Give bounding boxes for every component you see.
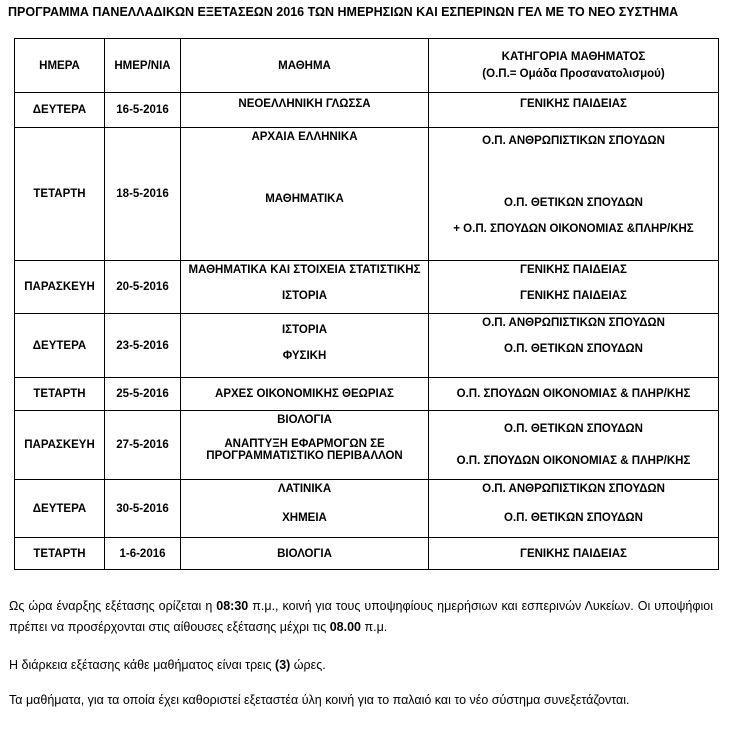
subject-line: ΛΑΤΙΝΙΚΑ [277,483,332,495]
category-line: Ο.Π. ΘΕΤΙΚΩΝ ΣΠΟΥΔΩΝ [504,197,643,209]
subject-line: ΜΑΘΗΜΑΤΙΚΑ [265,193,344,205]
note-text: π.μ. [361,620,388,634]
cell-day: ΠΑΡΑΣΚΕΥΗ [15,261,105,314]
cell-day: ΔΕΥΤΕΡΑ [15,93,105,128]
cell-subject [181,261,429,314]
subject-line: ΑΝΑΠΤΥΞΗ ΕΦΑΡΜΟΓΩΝ ΣΕ [224,438,385,450]
exam-schedule-table [14,38,719,570]
table-row [15,261,719,314]
table-row [15,93,719,128]
category-line: ΓΕΝΙΚΗΣ ΠΑΙΔΕΙΑΣ [520,290,627,302]
page-title: ΠΡΟΓΡΑΜΜΑ ΠΑΝΕΛΛΑΔΙΚΩΝ ΕΞΕΤΑΣΕΩΝ 2016 ΤΩΝ ΗΜΕΡΗΣΙΩΝ ΚΑΙ ΕΣΠΕΡΙΝΩΝ ΓΕΛ ΜΕ ΤΟ ΝΕΟ ΣΥΣΤΗΜΑ [8,5,679,19]
cell-day: ΠΑΡΑΣΚΕΥΗ [15,411,105,480]
header-day: ΗΜΕΡΑ [15,39,105,93]
subject-line: ΙΣΤΟΡΙΑ [281,324,328,336]
cell-category [429,128,719,261]
note-text: ώρες. [290,658,326,672]
category-line: Ο.Π. ΘΕΤΙΚΩΝ ΣΠΟΥΔΩΝ [504,423,643,435]
subject-line: ΒΙΟΛΟΓΙΑ [277,414,332,426]
cell-date: 16-5-2016 [105,93,181,128]
header-subject: ΜΑΘΗΜΑ [181,39,429,93]
category-line: Ο.Π. ΣΠΟΥΔΩΝ ΟΙΚΟΝΟΜΙΑΣ & ΠΛΗΡ/ΚΗΣ [456,455,691,467]
cell-day: ΔΕΥΤΕΡΑ [15,314,105,378]
cell-date: 20-5-2016 [105,261,181,314]
table-header-row [15,39,719,93]
subject-line: ΜΑΘΗΜΑΤΙΚΑ ΚΑΙ ΣΤΟΙΧΕΙΑ ΣΤΑΤΙΣΤΙΚΗΣ [188,264,421,276]
category-line: Ο.Π. ΑΝΘΡΩΠΙΣΤΙΚΩΝ ΣΠΟΥΔΩΝ [482,135,665,147]
cell-date: 25-5-2016 [105,378,181,411]
note-duration [9,655,713,676]
table-row [15,378,719,411]
category-line: + Ο.Π. ΣΠΟΥΔΩΝ ΟΙΚΟΝΟΜΙΑΣ &ΠΛΗΡ/ΚΗΣ [453,223,694,235]
note-text: Ως ώρα έναρξης εξέτασης ορίζεται η [9,599,217,613]
cell-day: ΔΕΥΤΕΡΑ [15,480,105,538]
cell-subject: ΒΙΟΛΟΓΙΑ [181,538,429,570]
table-row [15,480,719,538]
subject-line: ΙΣΤΟΡΙΑ [281,290,328,302]
note-text: π.μ., κοινή για τους υποψηφίους ημερήσιων και εσπερινών Λυκείων. Οι υποψήφιοι πρέπει να προσέρχονται στις αίθουσες εξέτασης μέχρι τις [9,599,713,634]
cell-date: 30-5-2016 [105,480,181,538]
cell-subject: ΑΡΧΕΣ ΟΙΚΟΝΟΜΙΚΗΣ ΘΕΩΡΙΑΣ [181,378,429,411]
cell-date: 23-5-2016 [105,314,181,378]
subject-line: ΧΗΜΕΙΑ [282,512,327,524]
duration-hours-value: (3) [275,658,291,672]
cell-subject [181,480,429,538]
note-start-time [9,596,713,638]
category-line: Ο.Π. ΘΕΤΙΚΩΝ ΣΠΟΥΔΩΝ [504,512,643,524]
header-category [429,39,719,93]
table-row [15,538,719,570]
header-category-title: ΚΑΤΗΓΟΡΙΑ ΜΑΘΗΜΑΤΟΣ [501,51,646,63]
category-line: ΓΕΝΙΚΗΣ ΠΑΙΔΕΙΑΣ [520,264,627,276]
header-category-note: (Ο.Π.= Ομάδα Προσανατολισμού) [482,68,665,80]
subject-line: ΠΡΟΓΡΑΜΜΑΤΙΣΤΙΚΟ ΠΕΡΙΒΑΛΛΟΝ [206,450,403,462]
cell-category: ΓΕΝΙΚΗΣ ΠΑΙΔΕΙΑΣ [429,538,719,570]
cell-date: 27-5-2016 [105,411,181,480]
cell-date: 18-5-2016 [105,128,181,261]
table-row [15,314,719,378]
subject-line: ΑΡΧΑΙΑ ΕΛΛΗΝΙΚΑ [251,131,358,143]
cell-day: ΤΕΤΑΡΤΗ [15,378,105,411]
cell-subject [181,411,429,480]
table-row [15,411,719,480]
cell-subject: ΝΕΟΕΛΛΗΝΙΚΗ ΓΛΩΣΣΑ [181,93,429,128]
subject-line: ΦΥΣΙΚΗ [282,350,327,362]
header-date: ΗΜΕΡ/ΝΙΑ [105,39,181,93]
note-common-material: Τα μαθήματα, για τα οποία έχει καθοριστεί εξεταστέα ύλη κοινή για το παλαιό και το νέο σύστημα συνεξετάζονται. [9,693,630,707]
cell-category [429,314,719,378]
note-text: Η διάρκεια εξέτασης κάθε μαθήματος είναι τρεις [9,658,276,672]
cell-date: 1-6-2016 [105,538,181,570]
cell-category: Ο.Π. ΣΠΟΥΔΩΝ ΟΙΚΟΝΟΜΙΑΣ & ΠΛΗΡ/ΚΗΣ [429,378,719,411]
category-line: Ο.Π. ΑΝΘΡΩΠΙΣΤΙΚΩΝ ΣΠΟΥΔΩΝ [482,317,665,329]
cell-day: ΤΕΤΑΡΤΗ [15,538,105,570]
cell-category [429,261,719,314]
cell-category [429,411,719,480]
category-line: Ο.Π. ΑΝΘΡΩΠΙΣΤΙΚΩΝ ΣΠΟΥΔΩΝ [482,483,665,495]
start-time-value: 08:30 [216,599,249,613]
cell-day: ΤΕΤΑΡΤΗ [15,128,105,261]
cell-subject [181,314,429,378]
cell-category [429,480,719,538]
category-line: Ο.Π. ΘΕΤΙΚΩΝ ΣΠΟΥΔΩΝ [504,343,643,355]
cell-category: ΓΕΝΙΚΗΣ ΠΑΙΔΕΙΑΣ [429,93,719,128]
arrival-time-value: 08.00 [329,620,361,634]
table-row [15,128,719,261]
cell-subject [181,128,429,261]
